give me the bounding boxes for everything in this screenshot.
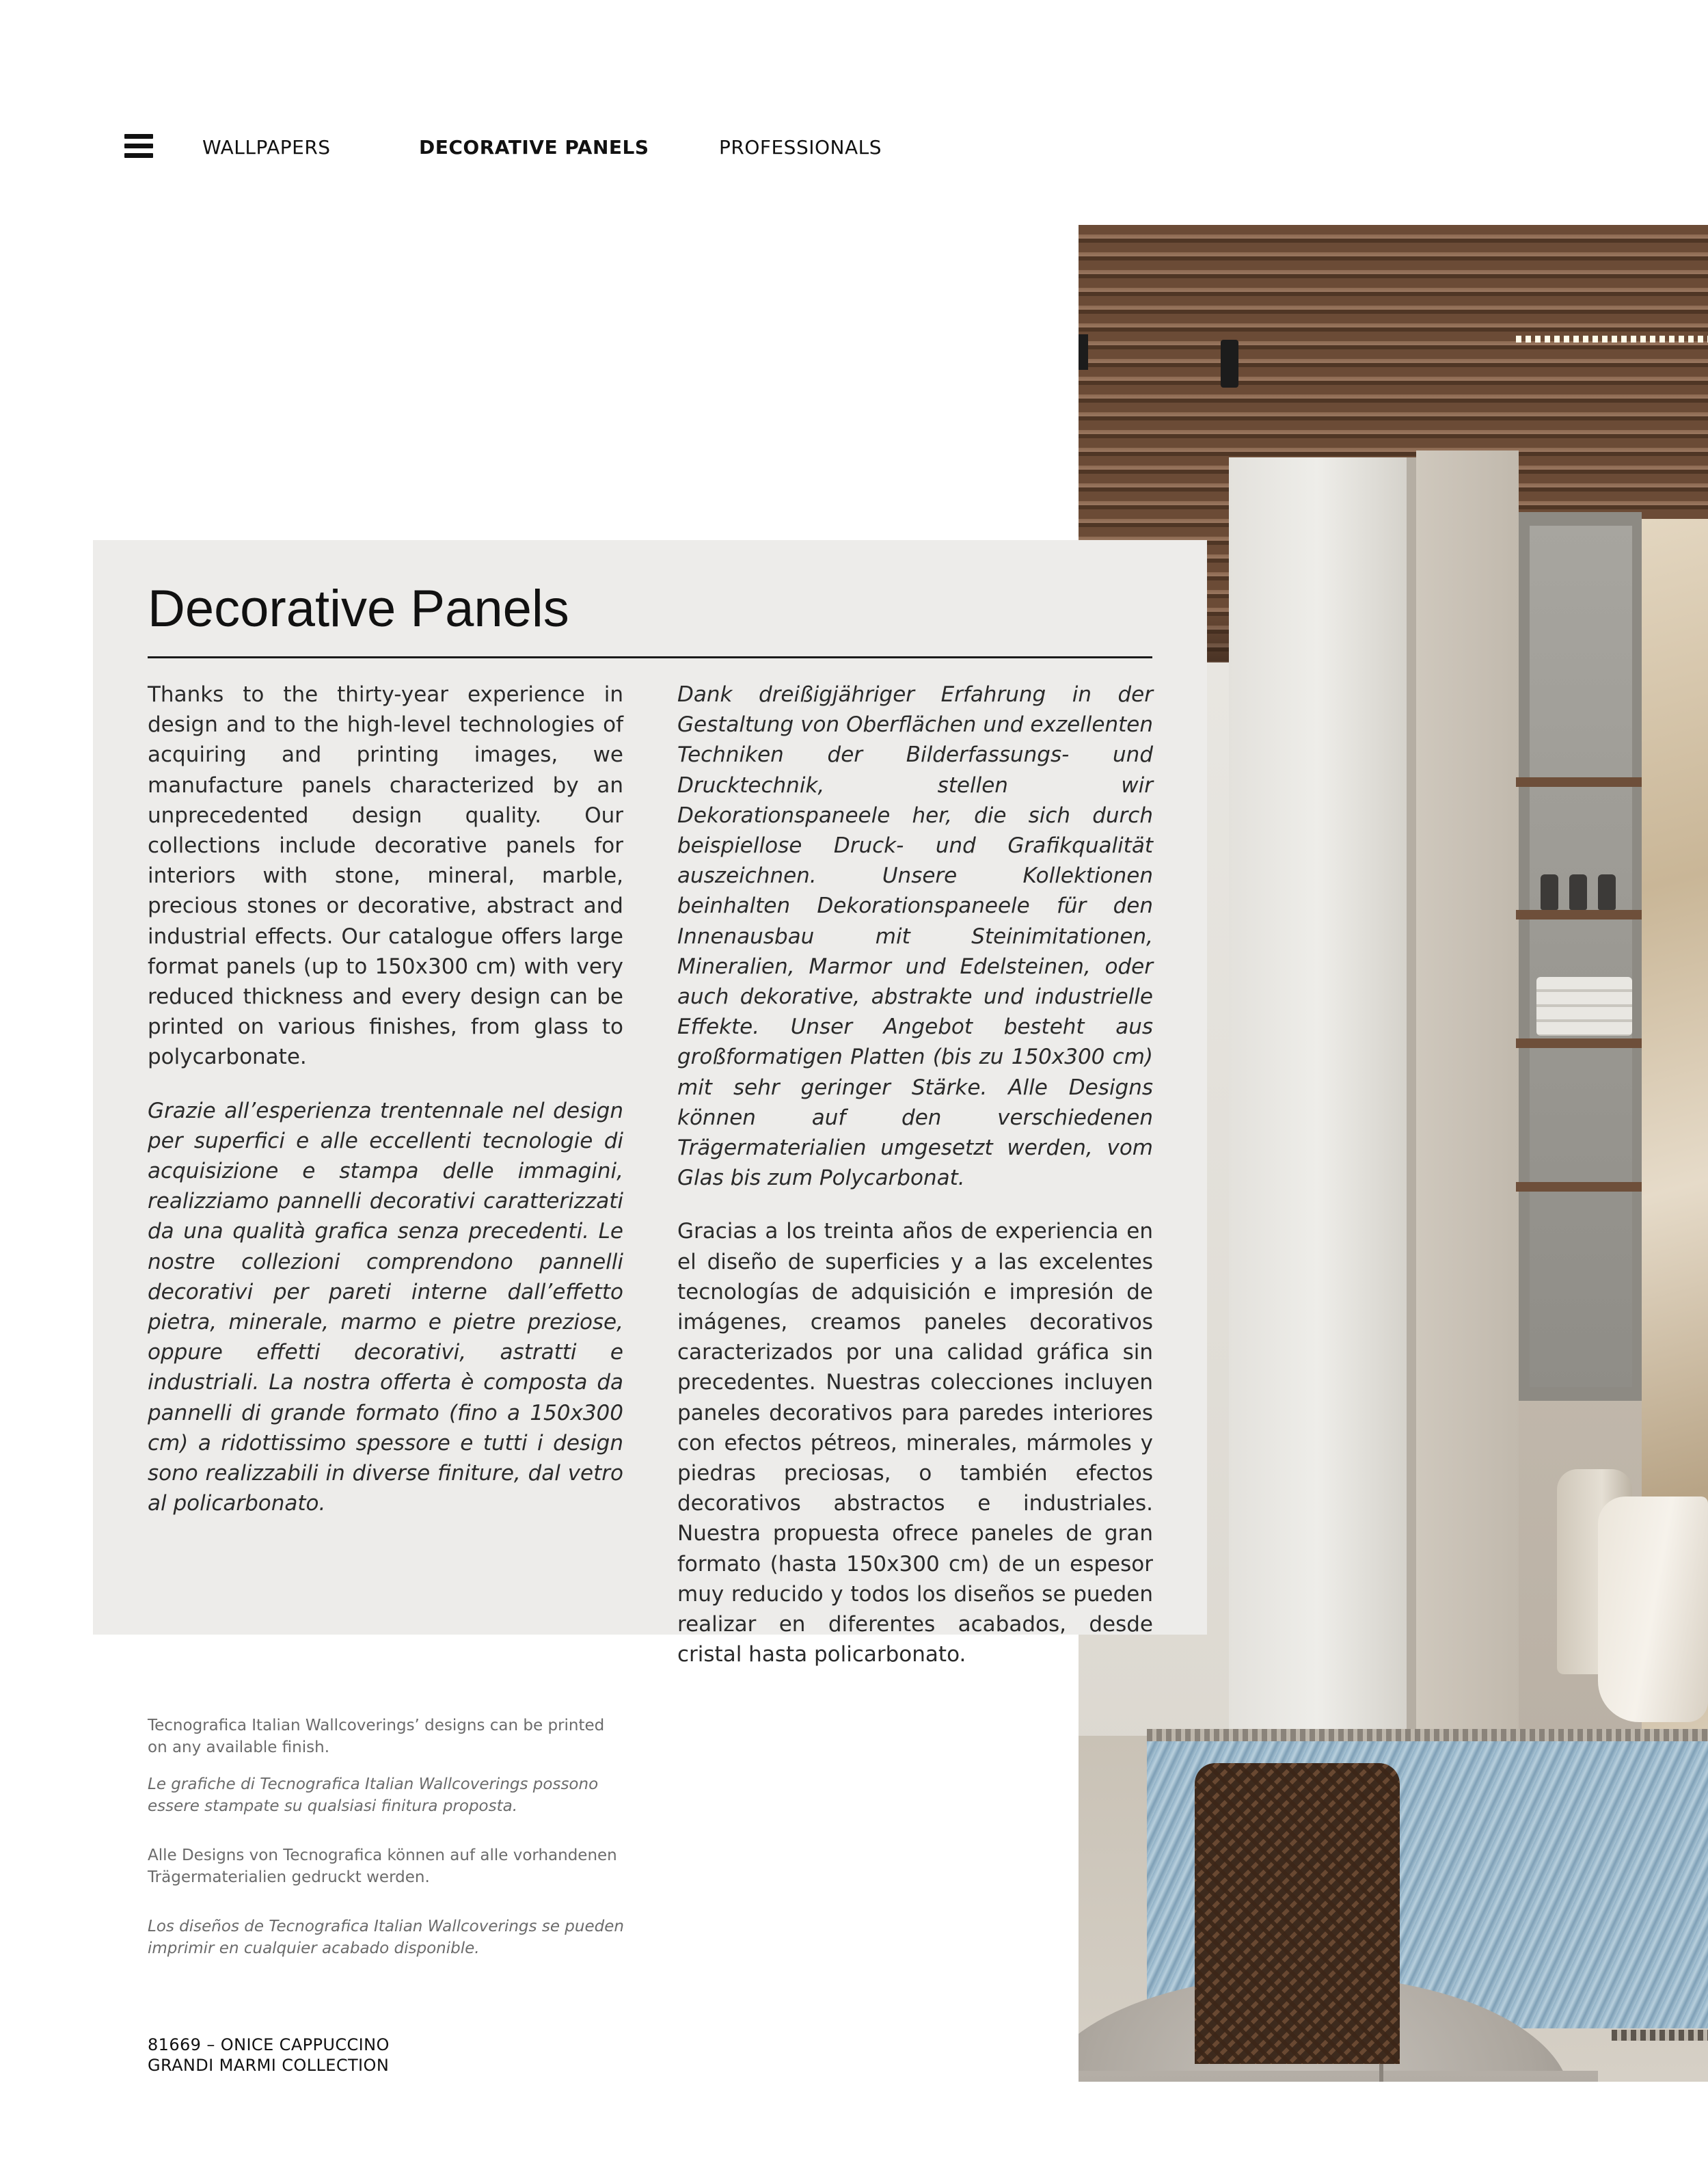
- note-spanish: Los diseños de Tecnografica Italian Wallcoverings se pueden imprimir en cualquier acabado disponible.: [148, 1918, 624, 1957]
- paragraph-italian: Grazie all’esperienza trentennale nel design per superfici e alle eccellenti tecnologie di acquisizione e stampa delle immagini, realizziamo pannelli decorativi caratterizzati da una qualità grafica senza precedenti. Le nostre collezioni comprendono pannelli decorativi per pareti interne dall’effetto pietra, minerale, marmo e pietre preziose, oppure effetti decorativi, astratti e industriali. La nostra offerta è composta da pannelli di grande formato (fino a 150x300 cm) a ridottissimo spessore e tutti i design sono realizzabili in diverse finiture, dal vetro al policarbonato.: [148, 1098, 623, 1516]
- sofa-front: [1079, 2071, 1598, 2082]
- led-strip-light: [1516, 336, 1708, 343]
- pool-grate: [1612, 2030, 1708, 2041]
- paragraph-german: Dank dreißigjähriger Erfahrung in der Gestaltung von Oberflächen und exzellenten Techniken der Bilderfassungs- und Drucktechnik, stellen wir Dekorationspaneele her, die sich durch beispiellose Druck- und Grafikqualität auszeichnen. Unsere Kollektionen beinhalten Dekorationspaneele für den Innenausbau mit Steinimitationen, Mineralien, Marmor und Edelsteinen, oder auch dekorative, abstrakte und industrielle Effekte. Unser Angebot besteht aus großformatigen Platten (bis zu 150x300 cm) mit sehr geringer Stärke. Alle Designs können auf den verschiedenen Trägermaterialien umgesetzt werden, vom Glas bis zum Polycarbonat.: [677, 682, 1153, 1191]
- folded-towels: [1536, 977, 1632, 1036]
- shelf: [1516, 1182, 1646, 1192]
- photo-caption: [148, 2035, 763, 2076]
- shelf: [1516, 1038, 1646, 1048]
- note-english: Tecnografica Italian Wallcoverings’ designs can be printed on any available finish.: [148, 1717, 605, 1756]
- paragraph-spanish: Gracias a los treinta años de experiencia en el diseño de superficies y a las excelentes tecnologías de adquisición e impresión de imágenes, creamos paneles decorativos caracterizados por una calidad gráfica sin precedentes. Nuestras colecciones incluyen paneles decorativos para paredes interiores con efectos pétreos, minerales, mármoles y piedras preciosas, o también efectos decorativos abstractos e industriales. Nuestra propuesta ofrece paneles de gran formato (hasta 150x300 cm) de un espesor muy reducido y todos los diseños se pueden realizar en diferentes acabados, desde cristal hasta policarbonato.: [677, 1219, 1153, 1667]
- pool-grate: [1147, 1729, 1708, 1741]
- nav-link-professionals[interactable]: PROFESSIONALS: [719, 136, 882, 159]
- spotlight: [1079, 334, 1088, 370]
- nav-link-wallpapers[interactable]: WALLPAPERS: [202, 136, 331, 159]
- page-title: Decorative Panels: [148, 580, 569, 638]
- woven-backrest: [1195, 1763, 1400, 2064]
- stone-column: [1229, 457, 1407, 1736]
- text-column-right: [677, 680, 1153, 1670]
- bottle: [1569, 874, 1587, 910]
- text-column-left: [148, 680, 623, 1518]
- finish-notes: [148, 1715, 626, 1959]
- hamburger-menu-icon[interactable]: [124, 134, 153, 159]
- menu-bar: [124, 134, 153, 139]
- menu-bar: [124, 153, 153, 158]
- onyx-column: [1416, 451, 1519, 1736]
- title-divider: [148, 656, 1152, 658]
- column-edge: [1407, 457, 1416, 1736]
- caption-product-code: 81669 – ONICE CAPPUCCINO: [148, 2035, 390, 2054]
- note-italian: Le grafiche di Tecnografica Italian Wallcoverings possono essere stampate su qualsiasi finitura proposta.: [148, 1775, 599, 1815]
- caption-collection: GRANDI MARMI COLLECTION: [148, 2056, 390, 2075]
- menu-bar: [124, 144, 153, 148]
- note-german: Alle Designs von Tecnografica können auf alle vorhandenen Trägermaterialien gedruckt werden.: [148, 1847, 617, 1886]
- paragraph-english: Thanks to the thirty-year experience in design and to the high-level technologies of acquiring and printing images, we manufacture panels characterized by an unprecedented design quality. Our collections include decorative panels for interiors with stone, mineral, marble, precious stones or decorative, abstract and industrial effects. Our catalogue offers large format panels (up to 150x300 cm) with very reduced thickness and every design can be printed on various finishes, from glass to polycarbonate.: [148, 682, 623, 1070]
- bottle: [1541, 874, 1558, 910]
- niche-back: [1530, 526, 1632, 1387]
- shelf: [1516, 777, 1646, 787]
- nav-link-decorative-panels[interactable]: DECORATIVE PANELS: [419, 136, 649, 159]
- spotlight: [1221, 340, 1238, 388]
- bottle: [1598, 874, 1616, 910]
- draped-towel: [1598, 1497, 1708, 1722]
- shelf: [1516, 910, 1646, 920]
